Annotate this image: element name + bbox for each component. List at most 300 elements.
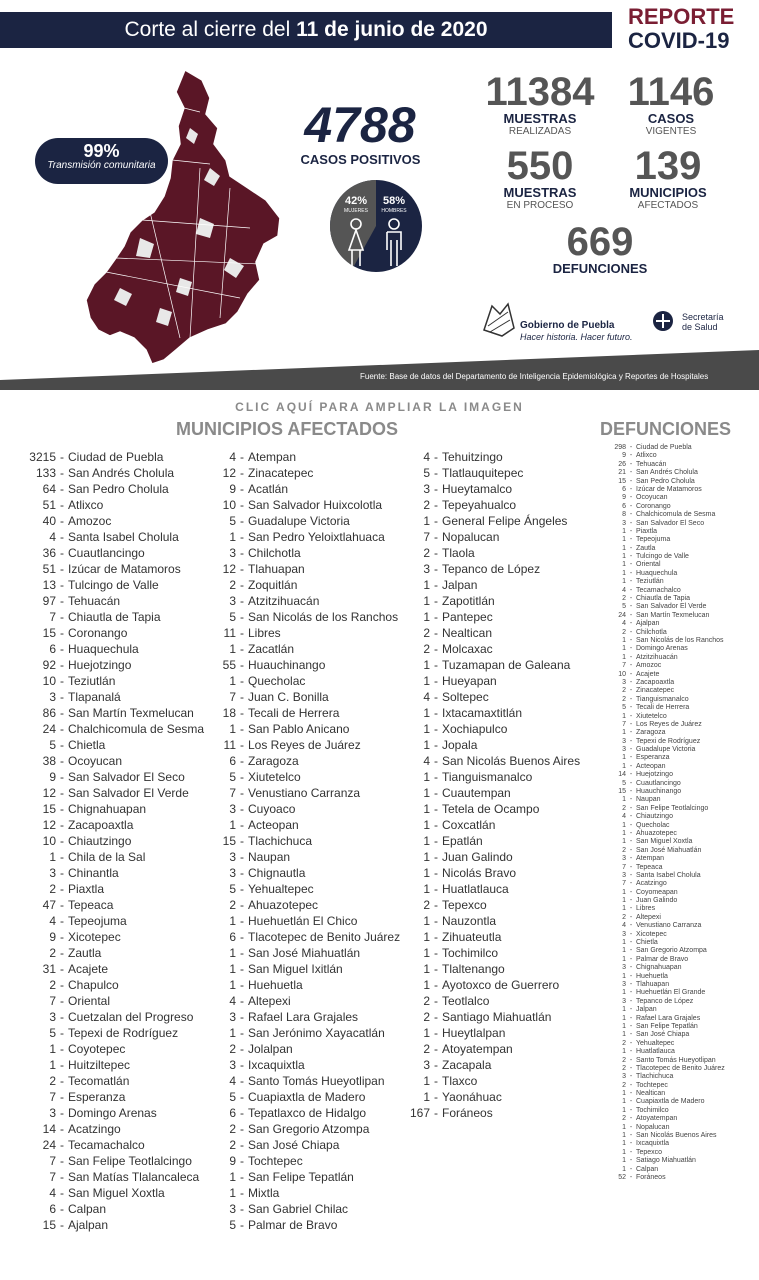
municipio-name: Calpan: [68, 1202, 107, 1216]
municipio-count: 3215: [29, 450, 56, 464]
municipio-name: Chilchotla: [248, 546, 301, 560]
municipio-name: Domingo Arenas: [68, 1106, 157, 1120]
municipio-row: 51 - Atlixco: [4, 497, 204, 513]
defuncion-row: 7 - Los Reyes de Juárez: [606, 721, 725, 729]
municipio-row: 97 - Tehuacán: [4, 593, 204, 609]
municipio-name: Hueytamalco: [442, 482, 513, 496]
municipio-name: Huehuetla: [248, 978, 303, 992]
municipio-name: Coyotepec: [68, 1042, 126, 1056]
defuncion-name: San Andrés Cholula: [636, 469, 698, 477]
municipio-row: 1 - Quecholac: [172, 673, 400, 689]
defuncion-row: 1 - Acteopan: [606, 763, 725, 771]
defuncion-name: Altepexi: [636, 913, 661, 921]
municipio-row: 2 - Zautla: [4, 945, 204, 961]
municipio-row: 1 - Juan Galindo: [390, 849, 580, 865]
banner-prefix: Corte al cierre del: [124, 18, 291, 41]
municipio-count: 3: [229, 1202, 236, 1216]
defuncion-count: 9: [622, 452, 626, 460]
municipio-count: 5: [229, 882, 236, 896]
municipios-title: MUNICIPIOS AFECTADOS: [176, 419, 399, 439]
municipio-row: 2 - Tecomatlán: [4, 1073, 204, 1089]
municipio-row: 3 - Atzitzihuacán: [172, 593, 400, 609]
municipio-count: 5: [229, 514, 236, 528]
defuncion-name: Nopalucan: [636, 1123, 670, 1131]
report-title-line1: REPORTE: [628, 4, 735, 29]
municipio-name: Tepeyahualco: [442, 498, 517, 512]
defuncion-name: Libres: [636, 905, 656, 913]
defuncion-row: 1 - Coyomeapan: [606, 889, 725, 897]
municipio-name: Ayotoxco de Guerrero: [442, 978, 560, 992]
municipio-count: 4: [229, 994, 236, 1008]
municipio-count: 4: [49, 914, 56, 928]
municipio-count: 14: [42, 1122, 56, 1136]
defuncion-count: 1: [622, 1022, 626, 1030]
defuncion-row: 3 - San Salvador El Seco: [606, 520, 725, 528]
stat-label: CASOS: [647, 111, 695, 126]
defuncion-name: Tepexco: [636, 1148, 663, 1156]
municipio-name: Cuautlancingo: [68, 546, 145, 560]
municipio-count: 4: [229, 450, 236, 464]
defuncion-count: 7: [622, 720, 626, 728]
municipio-name: Soltepec: [442, 690, 489, 704]
municipio-count: 1: [49, 1042, 56, 1056]
municipio-count: 1: [229, 946, 236, 960]
defuncion-name: Cuapiaxtla de Madero: [636, 1098, 705, 1106]
municipio-row: 3 - Domingo Arenas: [4, 1105, 204, 1121]
municipio-count: 9: [49, 770, 56, 784]
municipio-row: 5 - Palmar de Bravo: [172, 1217, 400, 1233]
municipio-name: San Salvador El Seco: [68, 770, 185, 784]
municipio-count: 1: [423, 866, 430, 880]
stat-label: MUESTRAS: [503, 185, 577, 200]
municipio-count: 6: [229, 754, 236, 768]
defuncion-name: Huauchinango: [636, 788, 682, 796]
municipio-count: 3: [229, 866, 236, 880]
defuncion-count: 1: [622, 1132, 626, 1140]
puebla-map[interactable]: [80, 68, 285, 368]
municipio-row: 5 - Tepexi de Rodríguez: [4, 1025, 204, 1041]
municipio-name: Chietla: [68, 738, 106, 752]
defuncion-row: 5 - Tecali de Herrera: [606, 704, 725, 712]
source-band: [0, 350, 759, 390]
defuncion-name: Huatlatlauca: [636, 1048, 675, 1056]
municipio-row: 1 - Ayotoxco de Guerrero: [390, 977, 580, 993]
municipio-count: 1: [423, 946, 430, 960]
municipio-row: 3 - Chignautla: [172, 865, 400, 881]
municipio-row: 1 - San Pablo Anicano: [172, 721, 400, 737]
municipio-name: Zautla: [68, 946, 102, 960]
municipio-count: 9: [49, 930, 56, 944]
defuncion-count: 1: [622, 1148, 626, 1156]
municipio-name: San Gabriel Chilac: [248, 1202, 349, 1216]
defuncion-name: Naupan: [636, 796, 661, 804]
municipio-row: 3 - Cuetzalan del Progreso: [4, 1009, 204, 1025]
municipio-name: Venustiano Carranza: [248, 786, 361, 800]
defuncion-name: Zautla: [636, 544, 656, 552]
municipio-name: Atempan: [248, 450, 297, 464]
defunciones-list: [606, 444, 725, 1182]
defuncion-name: Yehualtepec: [636, 1039, 675, 1047]
municipio-count: 7: [49, 1154, 56, 1168]
municipio-name: Tecamachalco: [68, 1138, 145, 1152]
municipio-row: 5 - Xiutetelco: [172, 769, 400, 785]
defuncion-count: 3: [622, 678, 626, 686]
municipio-name: Los Reyes de Juárez: [248, 738, 361, 752]
defuncion-name: Zinacatepec: [636, 687, 675, 695]
municipio-name: Guadalupe Victoria: [248, 514, 350, 528]
defuncion-name: San Gregorio Atzompa: [636, 947, 707, 955]
municipio-row: 2 - Ahuazotepec: [172, 897, 400, 913]
defuncion-count: 2: [622, 687, 626, 695]
municipio-name: Tehuitzingo: [442, 450, 503, 464]
municipio-count: 5: [229, 770, 236, 784]
municipio-name: Coxcatlán: [442, 818, 496, 832]
municipio-count: 2: [423, 1042, 430, 1056]
defuncion-name: Los Reyes de Juárez: [636, 720, 702, 728]
defuncion-count: 9: [622, 494, 626, 502]
municipio-row: 92 - Huejotzingo: [4, 657, 204, 673]
defuncion-row: 1 - Piaxtla: [606, 528, 725, 536]
municipio-row: 9 - Tochtepec: [172, 1153, 400, 1169]
municipio-row: 9 - Acatlán: [172, 481, 400, 497]
defuncion-name: Oriental: [636, 561, 661, 569]
municipio-count: 2: [423, 642, 430, 656]
defuncion-row: 1 - Naupan: [606, 796, 725, 804]
municipio-name: Xiutetelco: [248, 770, 301, 784]
municipio-row: 3 - Zacapala: [390, 1057, 580, 1073]
municipio-row: 7 - Chiautla de Tapia: [4, 609, 204, 625]
municipio-count: 51: [42, 498, 56, 512]
defuncion-count: 1: [622, 1140, 626, 1148]
municipio-count: 3: [229, 1058, 236, 1072]
municipio-name: Cuautempan: [442, 786, 511, 800]
source-text: Fuente: Base de datos del Departamento de Inteligencia Epidemiológica y Reportes de Hospitales: [360, 372, 709, 381]
defuncion-row: 2 - Tlacotepec de Benito Juárez: [606, 1065, 725, 1073]
defuncion-name: Acatzingo: [636, 880, 667, 888]
defuncion-name: Juan Galindo: [636, 897, 678, 905]
municipio-row: 1 - Jopala: [390, 737, 580, 753]
municipio-name: Zinacatepec: [248, 466, 314, 480]
municipio-row: 12 - Tlahuapan: [172, 561, 400, 577]
municipio-name: Nealtican: [442, 626, 493, 640]
municipio-name: Chignautla: [248, 866, 306, 880]
defuncion-count: 1: [622, 1098, 626, 1106]
gobierno-emblem-icon: [478, 300, 518, 340]
positive-cases-label: CASOS POSITIVOS: [300, 152, 421, 167]
municipio-count: 9: [229, 482, 236, 496]
municipio-name: Tochimilco: [442, 946, 499, 960]
municipio-name: Teziutlán: [68, 674, 116, 688]
defuncion-count: 7: [622, 880, 626, 888]
municipio-name: San Jerónimo Xayacatlán: [248, 1026, 385, 1040]
defuncion-count: 3: [622, 871, 626, 879]
defuncion-row: 1 - Tulcingo de Valle: [606, 553, 725, 561]
municipio-count: 10: [222, 498, 236, 512]
defuncion-name: Satiago Miahuatlán: [636, 1157, 696, 1165]
municipio-count: 24: [42, 1138, 56, 1152]
defuncion-count: 1: [622, 972, 626, 980]
defuncion-name: Calpan: [636, 1165, 659, 1173]
municipio-count: 31: [42, 962, 56, 976]
defuncion-name: Amozoc: [636, 662, 662, 670]
municipio-row: 5 - Tlatlauquitepec: [390, 465, 580, 481]
municipio-row: 12 - San Salvador El Verde: [4, 785, 204, 801]
municipio-row: 1 - Acteopan: [172, 817, 400, 833]
municipio-name: Zacapoaxtla: [68, 818, 134, 832]
municipio-row: 15 - Ajalpan: [4, 1217, 204, 1233]
defuncion-name: Zacapoaxtla: [636, 678, 675, 686]
defuncion-name: San Felipe Tepatlán: [636, 1022, 698, 1030]
defuncion-name: Chiautla de Tapia: [636, 595, 690, 603]
transmission-pct: 99%: [83, 141, 120, 161]
defuncion-row: 1 - Nopalucan: [606, 1124, 725, 1132]
municipio-name: San Pablo Anicano: [248, 722, 350, 736]
defuncion-row: 1 - Calpan: [606, 1166, 725, 1174]
municipio-row: 5 - Guadalupe Victoria: [172, 513, 400, 529]
municipio-row: 4 - Tehuitzingo: [390, 449, 580, 465]
municipio-name: Oriental: [68, 994, 111, 1008]
defuncion-name: Tepeaca: [636, 863, 663, 871]
municipio-row: 6 - Tlacotepec de Benito Juárez: [172, 929, 400, 945]
defuncion-name: Venustiano Carranza: [636, 922, 702, 930]
defuncion-row: 1 - Atzitzihuacán: [606, 654, 725, 662]
defuncion-row: 2 - San Felipe Teotlalcingo: [606, 805, 725, 813]
municipio-count: 36: [42, 546, 56, 560]
municipio-count: 11: [223, 738, 236, 752]
municipio-row: 7 - Esperanza: [4, 1089, 204, 1105]
defuncion-name: Santa Isabel Cholula: [636, 871, 701, 879]
municipio-count: 2: [49, 882, 56, 896]
municipio-name: Esperanza: [68, 1090, 126, 1104]
defuncion-row: 26 - Tehuacán: [606, 461, 725, 469]
defuncion-name: Tulcingo de Valle: [636, 553, 689, 561]
municipio-name: Libres: [248, 626, 281, 640]
municipio-count: 47: [42, 898, 56, 912]
municipio-row: 1 - Huatlatlauca: [390, 881, 580, 897]
stat-casos-vigentes: [612, 72, 730, 138]
municipio-row: 15 - Chignahuapan: [4, 801, 204, 817]
defuncion-count: 3: [622, 1073, 626, 1081]
municipio-row: 1 - Tetela de Ocampo: [390, 801, 580, 817]
municipio-name: Cuapiaxtla de Madero: [248, 1090, 366, 1104]
municipio-row: 4 - Altepexi: [172, 993, 400, 1009]
municipio-count: 51: [42, 562, 56, 576]
municipio-count: 3: [229, 850, 236, 864]
municipio-count: 4: [423, 690, 430, 704]
municipio-row: 2 - San José Chiapa: [172, 1137, 400, 1153]
defuncion-name: Ocoyucan: [636, 494, 668, 502]
defuncion-row: 2 - San José Miahuatlán: [606, 847, 725, 855]
defuncion-count: 1: [622, 1165, 626, 1173]
municipio-row: 2 - Tepeyahualco: [390, 497, 580, 513]
municipio-count: 3: [49, 866, 56, 880]
municipio-row: 1 - Huitziltepec: [4, 1057, 204, 1073]
defuncion-name: San Nicolás Buenos Aires: [636, 1132, 717, 1140]
municipio-row: 3 - Chilchotla: [172, 545, 400, 561]
municipio-name: Ocoyucan: [68, 754, 123, 768]
municipio-row: 1 - Cuautempan: [390, 785, 580, 801]
municipio-count: 18: [222, 706, 236, 720]
municipio-name: Hueyapan: [442, 674, 497, 688]
municipio-count: 15: [42, 1218, 56, 1232]
defuncion-count: 10: [618, 670, 626, 678]
defuncion-count: 6: [622, 502, 626, 510]
municipio-name: San José Chiapa: [248, 1138, 340, 1152]
municipio-count: 15: [42, 802, 56, 816]
defuncion-count: 1: [622, 1090, 626, 1098]
municipio-count: 2: [229, 1138, 236, 1152]
defuncion-row: 5 - Cuautlancingo: [606, 780, 725, 788]
salud-emblem-icon: [652, 310, 674, 332]
defuncion-name: Domingo Arenas: [636, 645, 688, 653]
municipio-row: 4 - Tepeojuma: [4, 913, 204, 929]
municipio-row: 2 - Tepexco: [390, 897, 580, 913]
municipio-row: 2 - Teotlalco: [390, 993, 580, 1009]
municipio-count: 1: [229, 722, 236, 736]
defuncion-count: 1: [622, 905, 626, 913]
municipio-count: 7: [423, 530, 430, 544]
defuncion-count: 6: [622, 485, 626, 493]
municipio-row: 6 - Zaragoza: [172, 753, 400, 769]
municipio-count: 3: [229, 594, 236, 608]
municipio-name: Tlaola: [442, 546, 475, 560]
municipio-name: Huaquechula: [68, 642, 139, 656]
municipio-name: Zaragoza: [248, 754, 299, 768]
women-label: MUJERES: [344, 208, 368, 214]
defuncion-count: 4: [622, 922, 626, 930]
municipio-count: 1: [423, 594, 430, 608]
municipio-row: 64 - San Pedro Cholula: [4, 481, 204, 497]
municipio-name: Altepexi: [248, 994, 291, 1008]
municipio-count: 2: [229, 578, 236, 592]
defuncion-count: 3: [622, 981, 626, 988]
defuncion-name: San Felipe Teotlalcingo: [636, 804, 709, 812]
defuncion-row: 1 - San Gregorio Atzompa: [606, 947, 725, 955]
municipio-name: Tianguismanalco: [442, 770, 533, 784]
municipio-row: 2 - Nealtican: [390, 625, 580, 641]
defuncion-count: 1: [622, 1123, 626, 1131]
municipio-count: 24: [42, 722, 56, 736]
municipio-name: San Andrés Cholula: [68, 466, 175, 480]
municipio-name: Foráneos: [442, 1106, 493, 1120]
municipios-column-2: [172, 449, 400, 1233]
defuncion-name: Ahuazotepec: [636, 829, 677, 837]
municipio-count: 4: [423, 450, 430, 464]
municipio-row: 3 - Rafael Lara Grajales: [172, 1009, 400, 1025]
defuncion-count: 1: [622, 636, 626, 644]
defuncion-row: 2 - Atoyatempan: [606, 1115, 725, 1123]
municipio-count: 1: [423, 610, 430, 624]
municipio-name: Tecali de Herrera: [248, 706, 340, 720]
defuncion-count: 1: [622, 1157, 626, 1165]
municipio-count: 12: [42, 818, 56, 832]
municipio-row: 2 - Tlaola: [390, 545, 580, 561]
defuncion-name: Santo Tomás Hueyotlipan: [636, 1056, 716, 1064]
defuncion-row: 1 - Libres: [606, 905, 725, 913]
municipio-count: 1: [423, 674, 430, 688]
municipio-count: 3: [229, 1010, 236, 1024]
defuncion-name: Chietla: [636, 939, 658, 947]
defuncion-count: 3: [622, 964, 626, 972]
municipio-row: 3 - Ixcaquixtla: [172, 1057, 400, 1073]
municipio-row: 1 - Ixtacamaxtitlán: [390, 705, 580, 721]
municipio-row: 31 - Acajete: [4, 961, 204, 977]
stat-value: 669: [566, 220, 634, 264]
municipio-name: Pantepec: [442, 610, 493, 624]
municipio-name: Tlaltenango: [442, 962, 505, 976]
municipio-row: 11 - Libres: [172, 625, 400, 641]
municipio-name: Ixtacamaxtitlán: [442, 706, 523, 720]
municipio-count: 3: [423, 482, 430, 496]
defuncion-count: 3: [622, 855, 626, 863]
municipio-row: 9 - San Salvador El Seco: [4, 769, 204, 785]
transmission-label: Transmisión comunitaria: [47, 160, 156, 171]
municipio-count: 5: [49, 1026, 56, 1040]
municipio-count: 1: [423, 658, 430, 672]
municipio-row: 3 - San Gabriel Chilac: [172, 1201, 400, 1217]
municipio-count: 1: [229, 914, 236, 928]
defuncion-row: 2 - Yehualtepec: [606, 1040, 725, 1048]
defuncion-count: 1: [622, 1014, 626, 1022]
defuncion-name: Acajete: [636, 670, 660, 678]
municipio-row: 1 - Huehuetla: [172, 977, 400, 993]
defuncion-count: 15: [618, 788, 626, 796]
municipio-count: 1: [423, 978, 430, 992]
municipio-row: 1 - Zacatlán: [172, 641, 400, 657]
report-title-line2: COVID-19: [628, 28, 730, 53]
defuncion-row: 1 - Nealtican: [606, 1090, 725, 1098]
municipio-name: Zacatlán: [248, 642, 295, 656]
defuncion-count: 2: [622, 1081, 626, 1089]
secretaria-salud-logo: [652, 306, 752, 346]
defuncion-count: 1: [622, 578, 626, 586]
municipio-row: 1 - Pantepec: [390, 609, 580, 625]
municipio-count: 1: [49, 1058, 56, 1072]
municipio-name: Molcaxac: [442, 642, 493, 656]
municipio-name: San Salvador El Verde: [68, 786, 189, 800]
municipio-count: 1: [423, 1074, 430, 1088]
defuncion-row: 9 - Ocoyucan: [606, 494, 725, 502]
municipio-count: 1: [229, 962, 236, 976]
defuncion-count: 1: [622, 653, 626, 661]
defuncion-count: 7: [622, 863, 626, 871]
municipio-row: 1 - Yaonáhuac: [390, 1089, 580, 1105]
municipio-row: 12 - Zacapoaxtla: [4, 817, 204, 833]
defuncion-row: 1 - Huehuetla: [606, 973, 725, 981]
enlarge-image-link[interactable]: CLIC AQUÍ PARA AMPLIAR LA IMAGEN: [235, 400, 524, 414]
municipio-row: 7 - Juan C. Bonilla: [172, 689, 400, 705]
defuncion-count: 26: [618, 460, 626, 468]
municipio-count: 133: [35, 466, 56, 480]
defuncion-name: Tlahuapan: [636, 981, 670, 988]
municipio-name: Juan Galindo: [442, 850, 513, 864]
municipio-count: 4: [229, 1074, 236, 1088]
secretaria-line1: Secretaría: [682, 312, 724, 322]
defuncion-row: 1 - Teziutlán: [606, 578, 725, 586]
municipio-count: 3: [229, 802, 236, 816]
municipio-count: 3: [423, 562, 430, 576]
municipio-count: 2: [229, 1042, 236, 1056]
municipio-row: 4 - Santa Isabel Cholula: [4, 529, 204, 545]
defuncion-count: 3: [622, 737, 626, 745]
municipio-row: 3 - Naupan: [172, 849, 400, 865]
defuncion-row: 2 - Altepexi: [606, 914, 725, 922]
municipio-name: Zoquitlán: [248, 578, 298, 592]
men-label: HOMBRES: [381, 208, 407, 214]
municipio-count: 1: [229, 1026, 236, 1040]
municipio-name: Yehualtepec: [248, 882, 314, 896]
municipio-name: San Nicolás de los Ranchos: [248, 610, 399, 624]
